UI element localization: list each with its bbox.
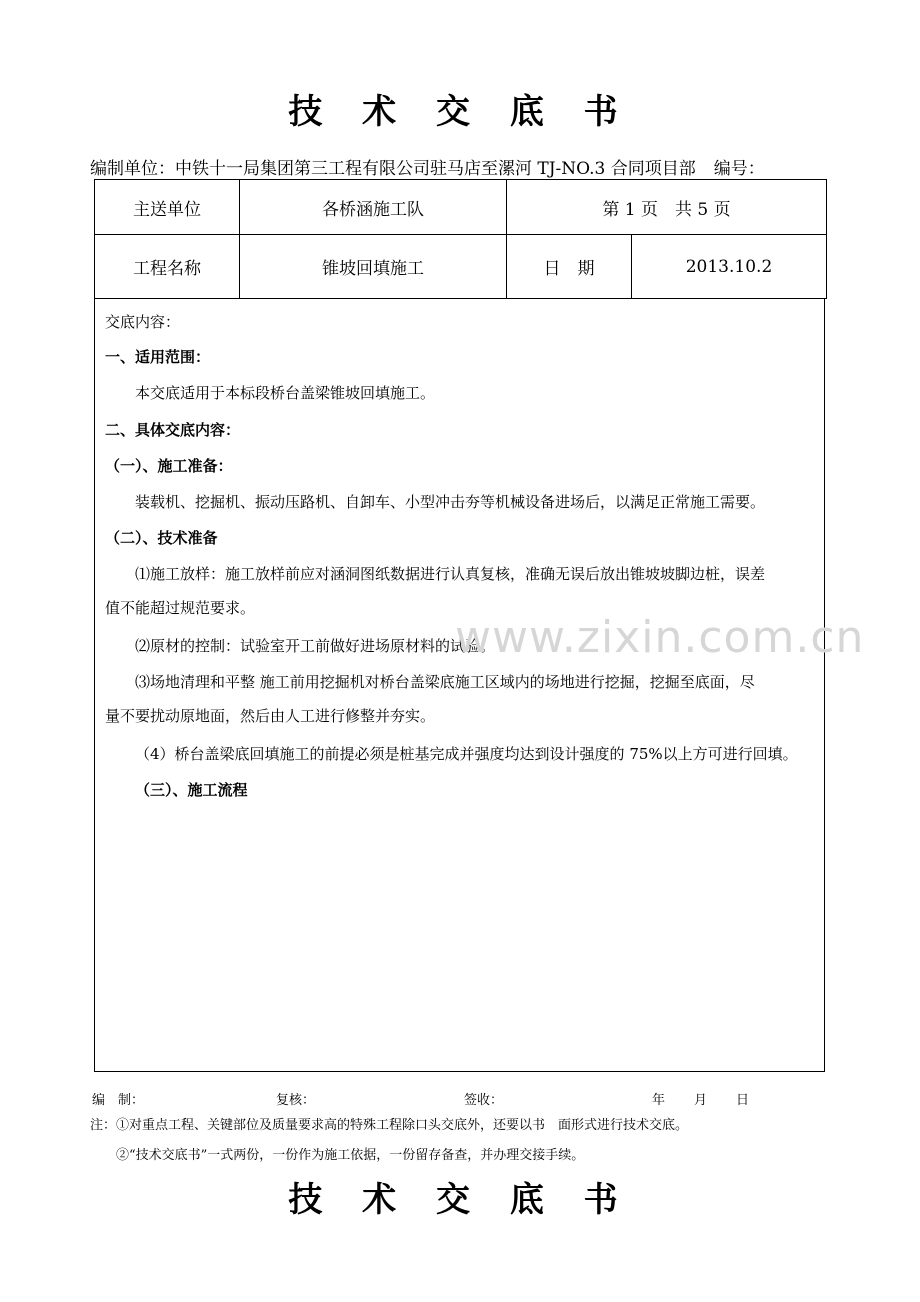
date-label: 日 期 [507,235,632,299]
compiling-unit-line [90,154,765,179]
section-scope-heading: 一、适用范围： [105,348,211,366]
date-value: 2013.10.2 [632,235,827,299]
compiling-unit-label: 编制单位： [90,159,175,179]
footer-day-label: 日 [736,1093,750,1108]
item-layout-line2: 值不能超过规范要求。 [105,599,256,617]
item-site-clearing-line1: ⑶场地清理和平整 施工前用挖掘机对桥台盖梁底施工区域内的场地进行挖掘，挖掘至底面，尽 [135,673,755,691]
content-intro: 交底内容： [105,313,181,331]
project-name-label: 工程名称 [95,235,240,299]
subsection-process-heading: （三）、施工流程 [135,781,248,799]
item-materials: ⑵原材的控制：试验室开工前做好进场原材料的试验。 [135,637,496,655]
item-layout-line1: ⑴施工放样：施工放样前应对涵洞图纸数据进行认真复核，准确无误后放出锥坡坡脚边桩，误差 [135,565,766,583]
header-row-project [95,235,827,299]
compiling-unit-value: 中铁十一局集团第三工程有限公司驻马店至漯河 TJ-NO.3 合同项目部 [175,159,696,179]
section-details-heading: 二、具体交底内容： [105,421,241,439]
project-name-value: 锥坡回填施工 [240,235,507,299]
footer-receiver-label: 签收： [464,1093,504,1108]
subsection-technical-heading: （二）、技术准备 [105,529,218,547]
document-title: 技 术 交 底 书 [288,92,632,132]
subsection-preparation-text: 装载机、挖掘机、振动压路机、自卸车、小型冲击夯等机械设备进场后，以满足正常施工需要。 [135,493,766,511]
recipient-value: 各桥涵施工队 [240,180,507,235]
disclosure-content-box [94,299,825,1072]
header-row-recipient [95,180,827,235]
document-number-label: 编号： [713,159,765,179]
footer-compiler-label: 编 制： [92,1093,145,1108]
subsection-preparation-heading: （一）、施工准备： [105,457,233,475]
footer-reviewer-label: 复核： [276,1093,316,1108]
item-site-clearing-line2: 量不要扰动原地面，然后由人工进行修整并夯实。 [105,707,436,725]
recipient-label: 主送单位 [95,180,240,235]
item-backfill-requirement: （4）桥台盖梁底回填施工的前提必须是桩基完成并强度均达到设计强度的 75%以上方可进行回填。 [135,745,798,763]
section-scope-text: 本交底适用于本标段桥台盖梁锥坡回填施工。 [135,384,436,402]
header-table [94,179,827,299]
watermark-text: www.zixin.com.cn [455,612,865,663]
note-2: ②“技术交底书”一式两份，一份作为施工依据，一份留存备查，并办理交接手续。 [116,1148,585,1163]
next-page-title: 技 术 交 底 书 [288,1180,632,1220]
note-1: 注：①对重点工程、关键部位及质量要求高的特殊工程除口头交底外，还要以书 面形式进行技术交底。 [90,1118,689,1133]
footer-month-label: 月 [694,1093,708,1108]
footer-year-label: 年 [652,1093,666,1108]
page-indicator: 第 1 页 共 5 页 [507,180,827,235]
